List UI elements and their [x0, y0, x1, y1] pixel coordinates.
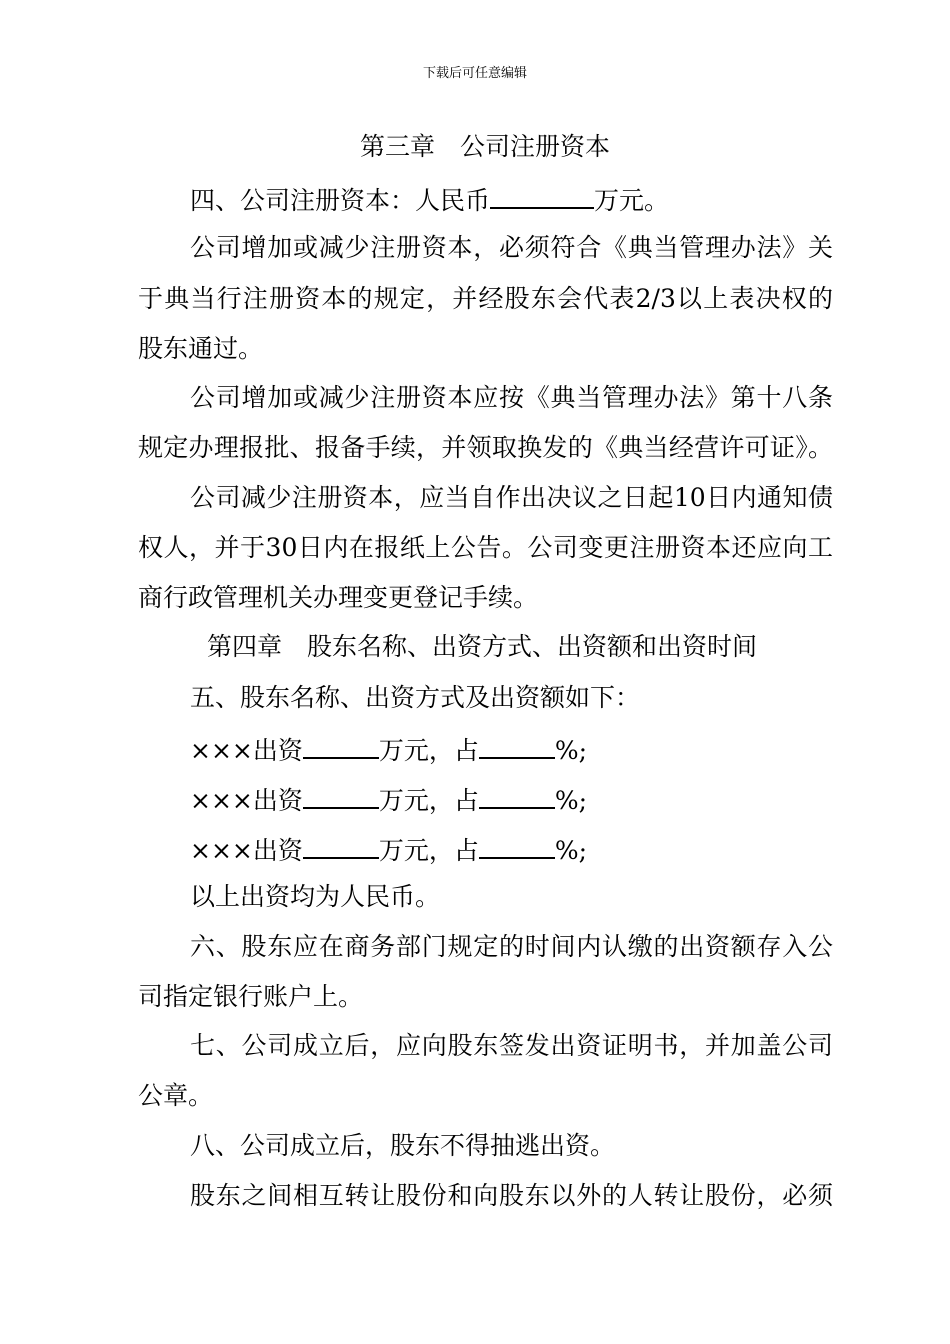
- capital-amount-blank: [490, 183, 594, 209]
- shareholder-suffix: %;: [554, 836, 588, 865]
- currency-note: 以上出资均为人民币。: [190, 882, 441, 911]
- shareholder-suffix: %;: [554, 736, 588, 765]
- contribution-amount-blank: [303, 783, 379, 809]
- article-5-shareholders: 五、股东名称、出资方式及出资额如下：: [190, 683, 641, 712]
- shareholder-row: [190, 783, 587, 816]
- capital-reduction-paragraph-line-3: 商行政管理机关办理变更登记手续。: [138, 583, 539, 612]
- shareholder-row: [190, 733, 587, 766]
- article-4-registered-capital: [190, 183, 669, 216]
- approval-paragraph-line-1: 公司增加或减少注册资本应按《典当管理办法》第十八条: [190, 383, 833, 412]
- shareholder-mid: 万元，占: [378, 736, 479, 765]
- shareholder-prefix: ×××出资: [190, 786, 303, 815]
- shareholder-prefix: ×××出资: [190, 836, 303, 865]
- shareholder-row: [190, 833, 587, 866]
- share-percent-blank: [479, 783, 555, 809]
- contribution-amount-blank: [303, 833, 379, 859]
- share-transfer-line-1: 股东之间相互转让股份和向股东以外的人转让股份，必须: [190, 1181, 833, 1210]
- shareholder-mid: 万元，占: [378, 786, 479, 815]
- shareholder-mid: 万元，占: [378, 836, 479, 865]
- article-8: 八、公司成立后，股东不得抽逃出资。: [190, 1131, 616, 1160]
- chapter-4-title: 第四章 股东名称、出资方式、出资额和出资时间: [207, 632, 758, 661]
- capital-change-paragraph-line-2: 于典当行注册资本的规定，并经股东会代表2/3以上表决权的: [138, 284, 833, 313]
- share-percent-blank: [479, 733, 555, 759]
- article-7-line-1: 七、公司成立后，应向股东签发出资证明书，并加盖公司: [190, 1031, 833, 1060]
- capital-reduction-paragraph-line-2: 权人，并于30日内在报纸上公告。公司变更注册资本还应向工: [138, 533, 833, 562]
- capital-reduction-paragraph-line-1: 公司减少注册资本，应当自作出决议之日起10日内通知债: [190, 483, 833, 512]
- shareholder-suffix: %;: [554, 786, 588, 815]
- article-6-line-1: 六、股东应在商务部门规定的时间内认缴的出资额存入公: [190, 932, 833, 961]
- article-7-line-2: 公章。: [138, 1081, 214, 1110]
- share-percent-blank: [479, 833, 555, 859]
- capital-change-paragraph-line-3: 股东通过。: [138, 334, 264, 363]
- chapter-3-title: 第三章 公司注册资本: [360, 132, 611, 161]
- approval-paragraph-line-2: 规定办理报批、报备手续，并领取换发的《典当经营许可证》。: [138, 433, 833, 462]
- article-4-suffix: 万元。: [594, 186, 670, 215]
- capital-change-paragraph-line-1: 公司增加或减少注册资本，必须符合《典当管理办法》关: [190, 233, 833, 262]
- article-4-prefix: 四、公司注册资本：人民币: [190, 186, 491, 215]
- article-6-line-2: 司指定银行账户上。: [138, 982, 364, 1011]
- page-header-note: 下载后可任意编辑: [422, 66, 527, 81]
- contribution-amount-blank: [303, 733, 379, 759]
- shareholder-prefix: ×××出资: [190, 736, 303, 765]
